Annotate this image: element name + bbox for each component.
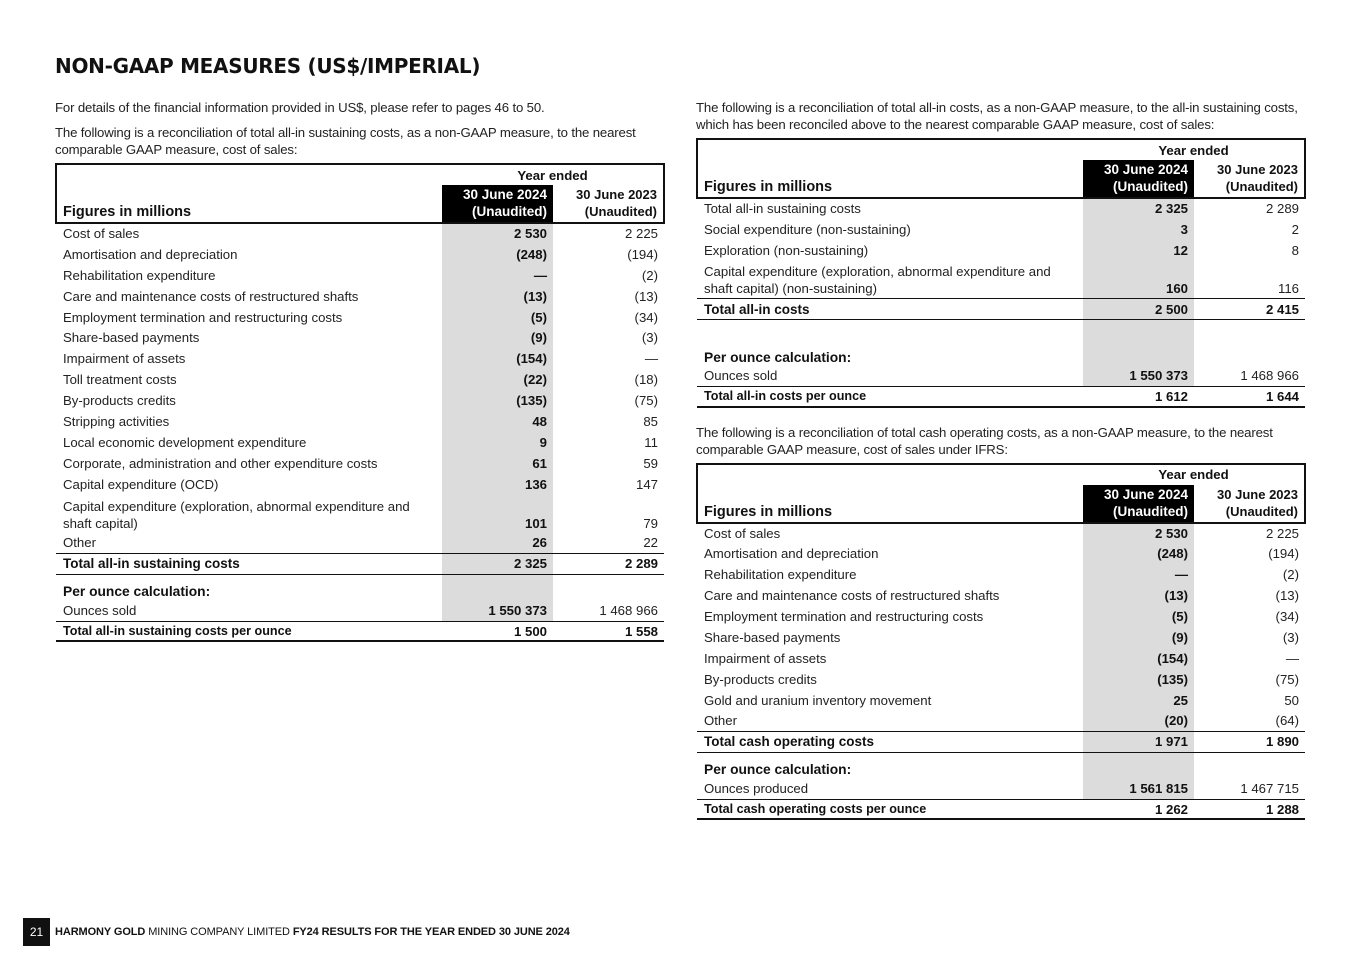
table-row	[56, 432, 664, 453]
current-year-value: 101	[442, 495, 553, 533]
table-row	[697, 261, 1305, 299]
prior-year-value: (64)	[1275, 713, 1299, 729]
year-ended-header: Year ended	[1083, 139, 1305, 160]
year-ended-header: Year ended	[1083, 464, 1305, 485]
current-year-value: 61	[442, 453, 553, 474]
intro-paragraph: For details of the financial information provided in US$, please refer to pages 46 to 50.	[55, 100, 545, 115]
current-year-value: 12	[1083, 240, 1194, 261]
row-label: Social expenditure (non-sustaining)	[704, 221, 911, 237]
prior-year-value: (75)	[634, 393, 658, 409]
current-year-value: (13)	[1083, 585, 1194, 606]
row-label: Capital expenditure (exploration, abnormal expenditure and shaft capital) (non-sustaining)	[704, 264, 1051, 297]
year-ended-header: Year ended	[442, 164, 664, 185]
current-year-value: 48	[442, 411, 553, 432]
table-row	[56, 286, 664, 307]
aisc-intro-paragraph: The following is a reconciliation of total all-in sustaining costs, as a non-GAAP measure, to the nearest comparable GAAP measure, cost of sales:	[55, 125, 636, 157]
prior-year-header: 30 June 2023 (Unaudited)	[553, 185, 664, 223]
current-year-value: 160	[1083, 261, 1194, 299]
prior-year-value: (3)	[1282, 629, 1299, 645]
prior-year-value: —	[1285, 650, 1299, 666]
current-year-value: (154)	[442, 348, 553, 369]
table-row	[56, 348, 664, 369]
table-row	[697, 690, 1305, 711]
figures-header: Figures in millions	[697, 485, 1083, 523]
table-row	[56, 390, 664, 411]
current-year-value: (154)	[1083, 648, 1194, 669]
row-label: Other	[63, 535, 96, 551]
prior-year-value: 2 225	[1265, 526, 1299, 541]
prior-year-value: (13)	[1275, 588, 1299, 604]
table-row	[56, 327, 664, 348]
current-year-value: 3	[1083, 219, 1194, 240]
table-row	[56, 411, 664, 432]
prior-year-value: 147	[635, 476, 658, 492]
row-label: Gold and uranium inventory movement	[704, 692, 932, 708]
table-row	[697, 585, 1305, 606]
prior-year-value: (18)	[634, 372, 658, 388]
table-row	[697, 198, 1305, 219]
table-row	[56, 369, 664, 390]
prior-year-header: 30 June 2023 (Unaudited)	[1194, 160, 1305, 198]
row-label: Total all-in sustaining costs	[704, 201, 861, 217]
row-label: Care and maintenance costs of restructured shafts	[704, 588, 1000, 604]
table-row	[697, 711, 1305, 732]
current-year-value: (135)	[442, 390, 553, 411]
row-label: By-products credits	[63, 393, 176, 409]
current-year-value: 2 325	[1083, 198, 1194, 219]
row-label: Amortisation and depreciation	[63, 246, 238, 262]
per-ounce-total-row: Total cash operating costs per ounce 1 262 1 288	[697, 799, 1305, 819]
prior-year-value: (3)	[641, 330, 658, 346]
aic-table	[696, 138, 1306, 408]
prior-year-value: (2)	[641, 267, 658, 283]
prior-year-value: (34)	[1275, 609, 1299, 625]
row-label: Capital expenditure (exploration, abnormal expenditure and shaft capital)	[63, 498, 410, 531]
table-row	[697, 240, 1305, 261]
table-row	[56, 453, 664, 474]
table-row	[56, 223, 664, 244]
figures-header: Figures in millions	[697, 160, 1083, 198]
table-row	[697, 523, 1305, 544]
current-year-value: (248)	[442, 244, 553, 265]
current-year-value: (22)	[442, 369, 553, 390]
aic-intro-paragraph: The following is a reconciliation of total all-in costs, as a non-GAAP measure, to the all-in sustaining costs, which has been reconciled above to the nearest comparable GAAP measure, cost of sales:	[696, 100, 1298, 132]
per-ounce-total-row: Total all-in costs per ounce 1 612 1 644	[697, 387, 1305, 407]
row-label: Corporate, administration and other expenditure costs	[63, 455, 378, 471]
current-year-value: (9)	[442, 327, 553, 348]
table-row	[56, 495, 664, 533]
table-row	[56, 307, 664, 328]
cash-cost-table	[696, 463, 1306, 821]
prior-year-value: —	[644, 351, 658, 367]
row-label: Rehabilitation expenditure	[63, 267, 216, 283]
row-label: Employment termination and restructuring costs	[704, 609, 984, 625]
prior-year-value: 79	[643, 515, 658, 531]
table-row	[56, 533, 664, 554]
row-label: Cost of sales	[63, 226, 140, 242]
prior-year-value: (194)	[627, 246, 658, 262]
cash-cost-intro-paragraph: The following is a reconciliation of total cash operating costs, as a non-GAAP measure, to the nearest comparable GAAP measure, cost of sales under IFRS:	[696, 424, 1273, 457]
current-year-value: 2 530	[1083, 523, 1194, 544]
prior-year-value: 8	[1291, 242, 1299, 258]
row-label: Share-based payments	[704, 629, 841, 645]
table-total-row: Total all-in sustaining costs 2 325 2 289	[56, 553, 664, 574]
page-footer	[23, 918, 570, 946]
table-row	[697, 606, 1305, 627]
current-year-header: 30 June 2024 (Unaudited)	[1083, 485, 1194, 523]
table-row	[56, 265, 664, 286]
current-year-value: (135)	[1083, 669, 1194, 690]
table-row	[697, 543, 1305, 564]
current-year-value: (13)	[442, 286, 553, 307]
page-number: 21	[23, 918, 50, 946]
table-row	[697, 219, 1305, 240]
current-year-value: 136	[442, 474, 553, 495]
prior-year-value: 2	[1291, 221, 1299, 237]
row-label: Rehabilitation expenditure	[704, 567, 857, 583]
current-year-value: 25	[1083, 690, 1194, 711]
prior-year-value: 2 225	[624, 226, 658, 242]
left-column	[55, 99, 663, 642]
prior-year-value: (34)	[634, 309, 658, 325]
current-year-value: (20)	[1083, 711, 1194, 732]
current-year-value: (248)	[1083, 543, 1194, 564]
figures-header: Figures in millions	[56, 185, 442, 223]
ounces-row: Ounces produced 1 561 815 1 467 715	[697, 778, 1305, 799]
prior-year-header: 30 June 2023 (Unaudited)	[1194, 485, 1305, 523]
prior-year-value: (13)	[634, 288, 658, 304]
row-label: Exploration (non-sustaining)	[704, 242, 869, 258]
row-label: Local economic development expenditure	[63, 434, 307, 450]
prior-year-value: 11	[644, 434, 658, 450]
table-row	[697, 564, 1305, 585]
row-label: Impairment of assets	[704, 650, 827, 666]
aisc-table	[55, 163, 665, 642]
row-label: Toll treatment costs	[63, 372, 177, 388]
per-ounce-total-row: Total all-in sustaining costs per ounce 1 500 1 558	[56, 621, 664, 641]
current-year-header: 30 June 2024 (Unaudited)	[442, 185, 553, 223]
ounces-row: Ounces sold 1 550 373 1 468 966	[697, 366, 1305, 387]
prior-year-value: (2)	[1282, 567, 1299, 583]
row-label: By-products credits	[704, 671, 817, 687]
table-total-row: Total cash operating costs 1 971 1 890	[697, 731, 1305, 752]
current-year-value: 26	[442, 533, 553, 554]
row-label: Stripping activities	[63, 413, 170, 429]
prior-year-value: 116	[1277, 281, 1299, 297]
per-ounce-heading: Per ounce calculation:	[56, 574, 664, 600]
row-label: Employment termination and restructuring costs	[63, 309, 343, 325]
right-column	[696, 99, 1304, 820]
prior-year-value: 22	[643, 535, 658, 551]
table-total-row: Total all-in costs 2 500 2 415	[697, 299, 1305, 320]
prior-year-value: 50	[1284, 692, 1299, 708]
current-year-value: (5)	[442, 307, 553, 328]
prior-year-value: 2 289	[1265, 201, 1299, 217]
row-label: Other	[704, 713, 737, 729]
current-year-value: 2 530	[442, 223, 553, 244]
table-row	[56, 244, 664, 265]
prior-year-value: (194)	[1268, 546, 1299, 562]
current-year-value: —	[1083, 564, 1194, 585]
current-year-value: —	[442, 265, 553, 286]
current-year-value: 9	[442, 432, 553, 453]
row-label: Amortisation and depreciation	[704, 546, 879, 562]
prior-year-value: (75)	[1275, 671, 1299, 687]
current-year-value: (9)	[1083, 627, 1194, 648]
table-row	[697, 627, 1305, 648]
footer-text: HARMONY GOLD MINING COMPANY LIMITED FY24 RESULTS FOR THE YEAR ENDED 30 JUNE 2024	[55, 926, 570, 938]
table-row	[56, 474, 664, 495]
row-label: Impairment of assets	[63, 351, 186, 367]
current-year-value: (5)	[1083, 606, 1194, 627]
prior-year-value: 85	[643, 413, 658, 429]
row-label: Capital expenditure (OCD)	[63, 476, 219, 492]
row-label: Cost of sales	[704, 526, 781, 541]
page-title: NON-GAAP MEASURES (US$/IMPERIAL)	[55, 54, 481, 78]
current-year-header: 30 June 2024 (Unaudited)	[1083, 160, 1194, 198]
table-row	[697, 669, 1305, 690]
table-row	[697, 648, 1305, 669]
ounces-row: Ounces sold 1 550 373 1 468 966	[56, 600, 664, 621]
row-label: Care and maintenance costs of restructured shafts	[63, 288, 359, 304]
per-ounce-heading: Per ounce calculation:	[697, 752, 1305, 778]
prior-year-value: 59	[643, 455, 658, 471]
per-ounce-heading: Per ounce calculation:	[697, 340, 1305, 366]
row-label: Share-based payments	[63, 330, 200, 346]
